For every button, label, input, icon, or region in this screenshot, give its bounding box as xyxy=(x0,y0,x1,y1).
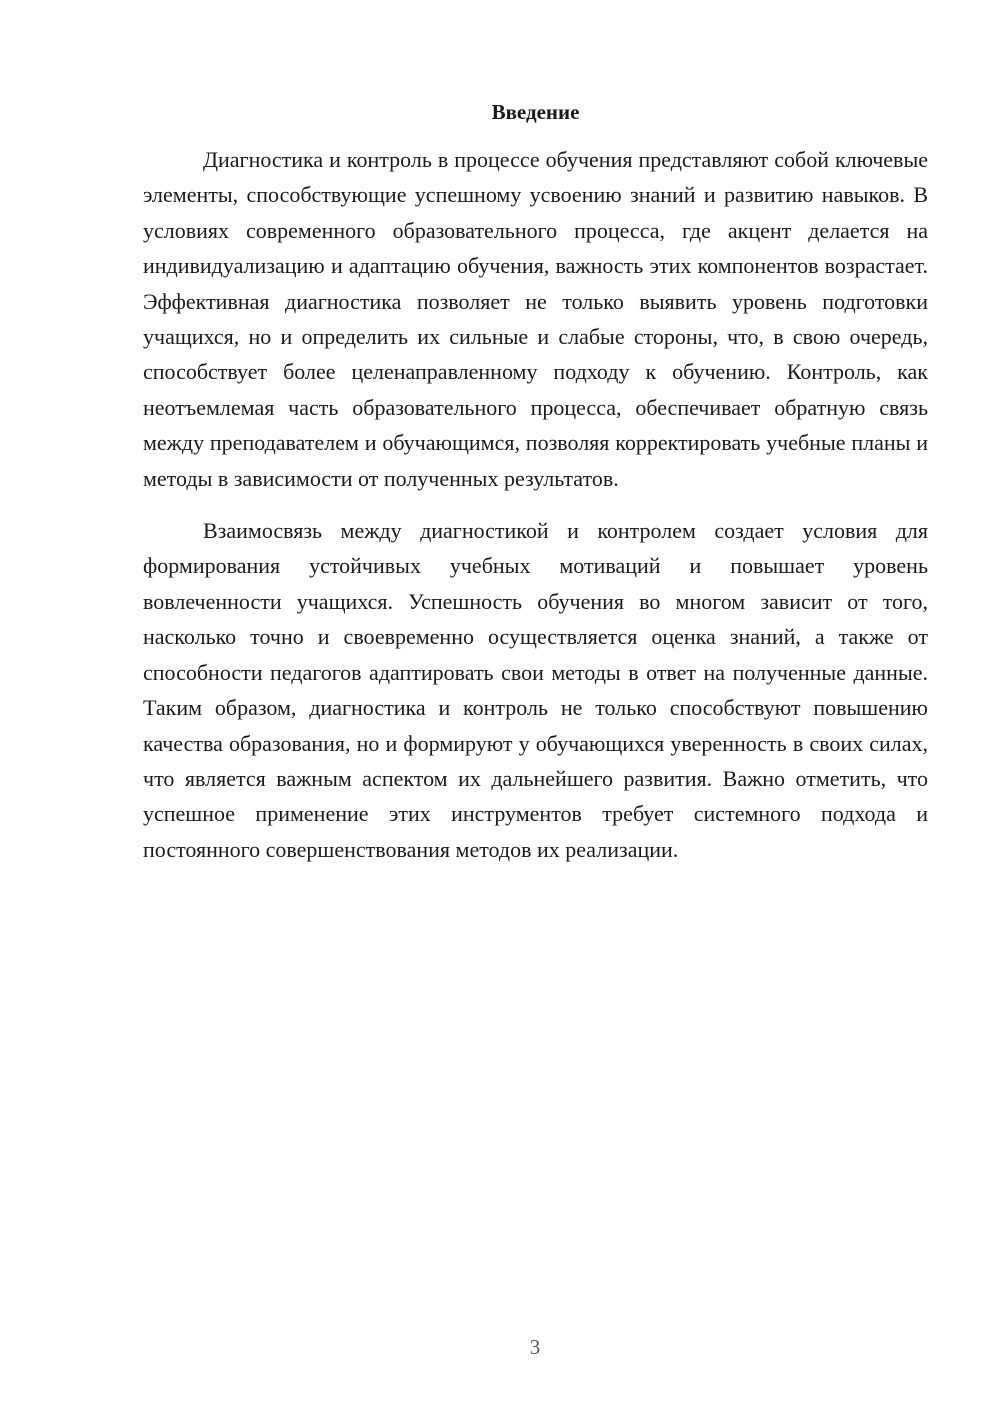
page-number: 3 xyxy=(529,1335,541,1359)
section-title: Введение xyxy=(491,100,580,124)
paragraph-1: Диагностика и контроль в процессе обучения представляют собой ключевые элементы, способствующие успешному усвоению знаний и развитию навыков. В условиях современного образовательного процесса, где акцент делается на индивидуализацию и адаптацию обучения, важность этих компонентов возрастает. Эффективная диагностика позволяет не только выявить уровень подготовки учащихся, но и определить их сильные и слабые стороны, что, в свою очередь, способствует более целенаправленному подходу к обучению. Контроль, как неотъемлемая часть образовательного процесса, обеспечивает обратную связь между преподавателем и обучающимся, позволяя корректировать учебные планы и методы в зависимости от полученных результатов. xyxy=(143,147,928,491)
paragraph-2: Взаимосвязь между диагностикой и контролем создает условия для формирования устойчивых учебных мотиваций и повышает уровень вовлеченности учащихся. Успешность обучения во многом зависит от того, насколько точно и своевременно осуществляется оценка знаний, а также от способности педагогов адаптировать свои методы в ответ на полученные данные. Таким образом, диагностика и контроль не только способствуют повышению качества образования, но и формируют у обучающихся уверенность в своих силах, что является важным аспектом их дальнейшего развития. Важно отметить, что успешное применение этих инструментов требует системного подхода и постоянного совершенствования методов их реализации. xyxy=(143,518,928,862)
body-text xyxy=(143,142,928,867)
